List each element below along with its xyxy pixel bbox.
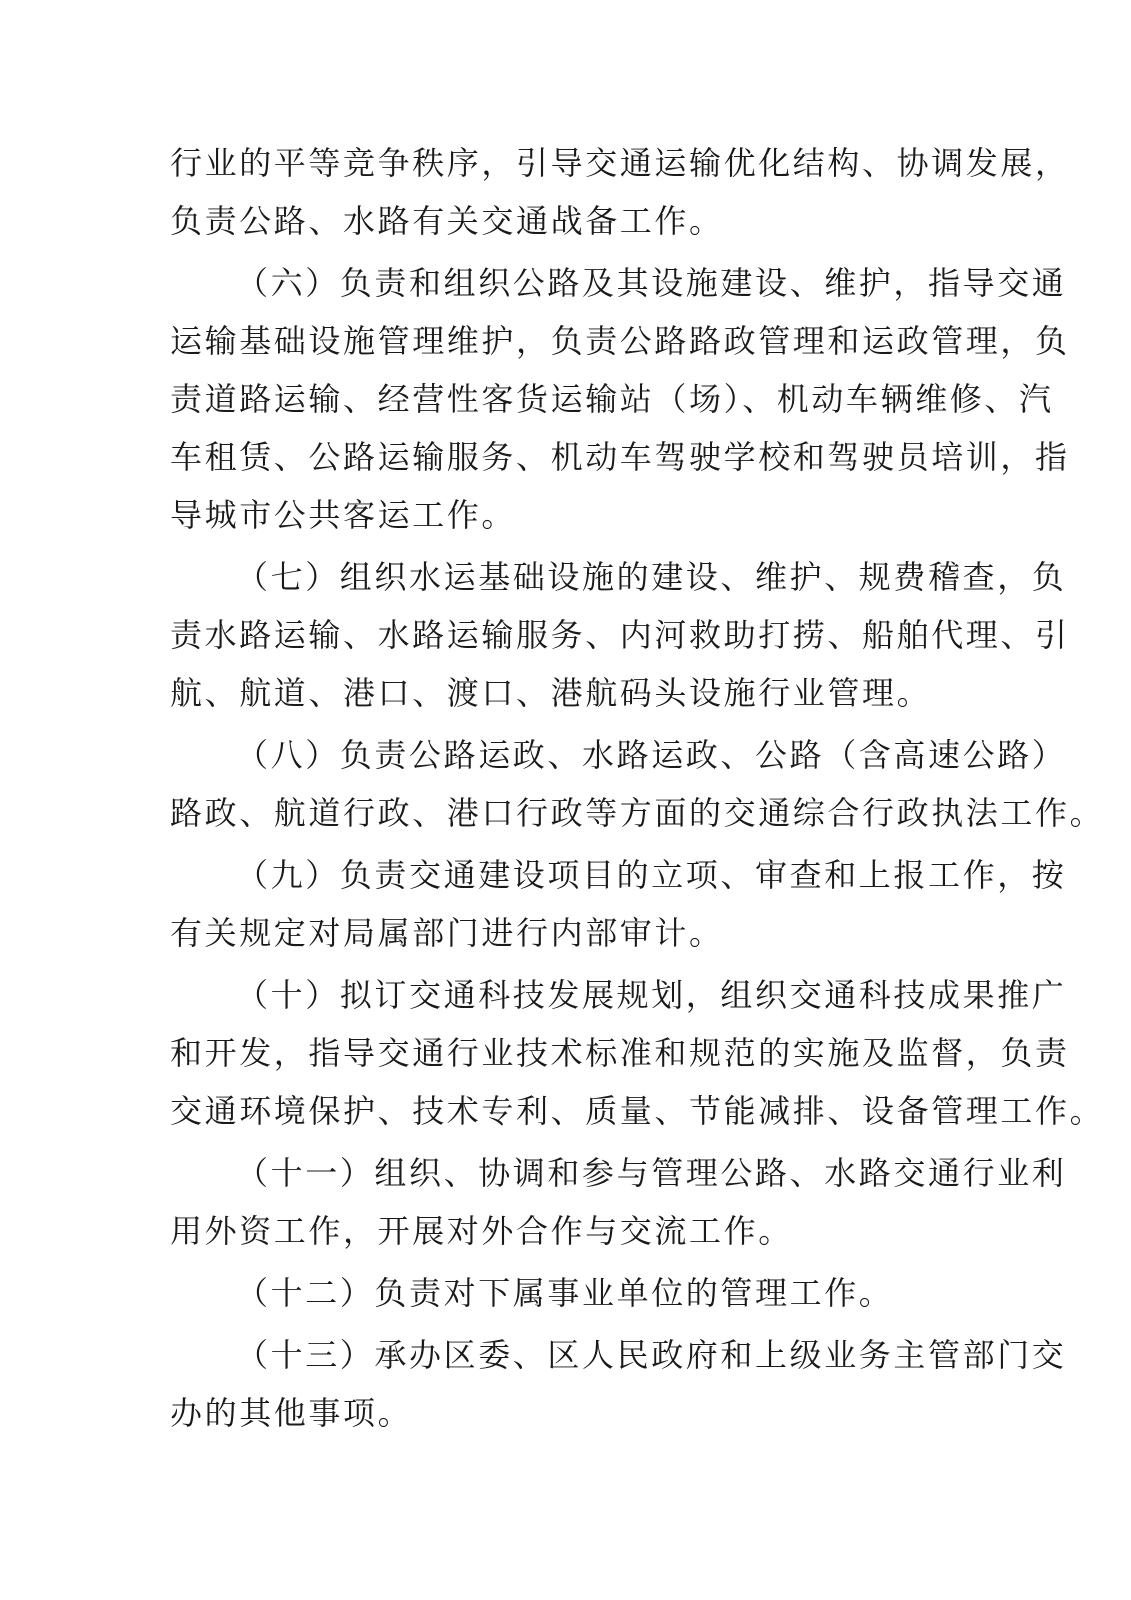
text-line: 负责公路、水路有关交通战备工作。	[170, 202, 724, 240]
text-line: 责水路运输、水路运输服务、内河救助打捞、船舶代理、引	[170, 616, 1070, 654]
paragraph-6-start: （六）负责和组织公路及其设施建设、维护，指导交通	[236, 264, 1067, 302]
paragraph-10-start: （十）拟订交通科技发展规划，组织交通科技成果推广	[236, 976, 1067, 1014]
paragraph-8-start: （八）负责公路运政、水路运政、公路（含高速公路）	[236, 736, 1067, 774]
text-line: 行业的平等竞争秩序，引导交通运输优化结构、协调发展，	[170, 144, 1070, 182]
text-line: 和开发，指导交通行业技术标准和规范的实施及监督，负责	[170, 1034, 1070, 1072]
text-line: 交通环境保护、技术专利、质量、节能减排、设备管理工作。	[170, 1092, 1105, 1130]
text-line: 车租赁、公路运输服务、机动车驾驶学校和驾驶员培训，指	[170, 438, 1070, 476]
text-line: 运输基础设施管理维护，负责公路路政管理和运政管理，负	[170, 322, 1070, 360]
paragraph-11-start: （十一）组织、协调和参与管理公路、水路交通行业利	[236, 1154, 1067, 1192]
text-line: 用外资工作，开展对外合作与交流工作。	[170, 1212, 793, 1250]
text-line: 路政、航道行政、港口行政等方面的交通综合行政执法工作。	[170, 794, 1105, 832]
text-line: 导城市公共客运工作。	[170, 496, 517, 534]
text-line: 办的其他事项。	[170, 1394, 413, 1432]
paragraph-7-start: （七）组织水运基础设施的建设、维护、规费稽查，负	[236, 558, 1067, 596]
text-line: 航、航道、港口、渡口、港航码头设施行业管理。	[170, 674, 932, 712]
paragraph-12-start: （十二）负责对下属事业单位的管理工作。	[236, 1274, 894, 1312]
text-line: 有关规定对局属部门进行内部审计。	[170, 914, 724, 952]
paragraph-13-start: （十三）承办区委、区人民政府和上级业务主管部门交	[236, 1336, 1067, 1374]
text-line: 责道路运输、经营性客货运输站（场）、机动车辆维修、汽	[170, 380, 1054, 418]
paragraph-9-start: （九）负责交通建设项目的立项、审查和上报工作，按	[236, 856, 1067, 894]
